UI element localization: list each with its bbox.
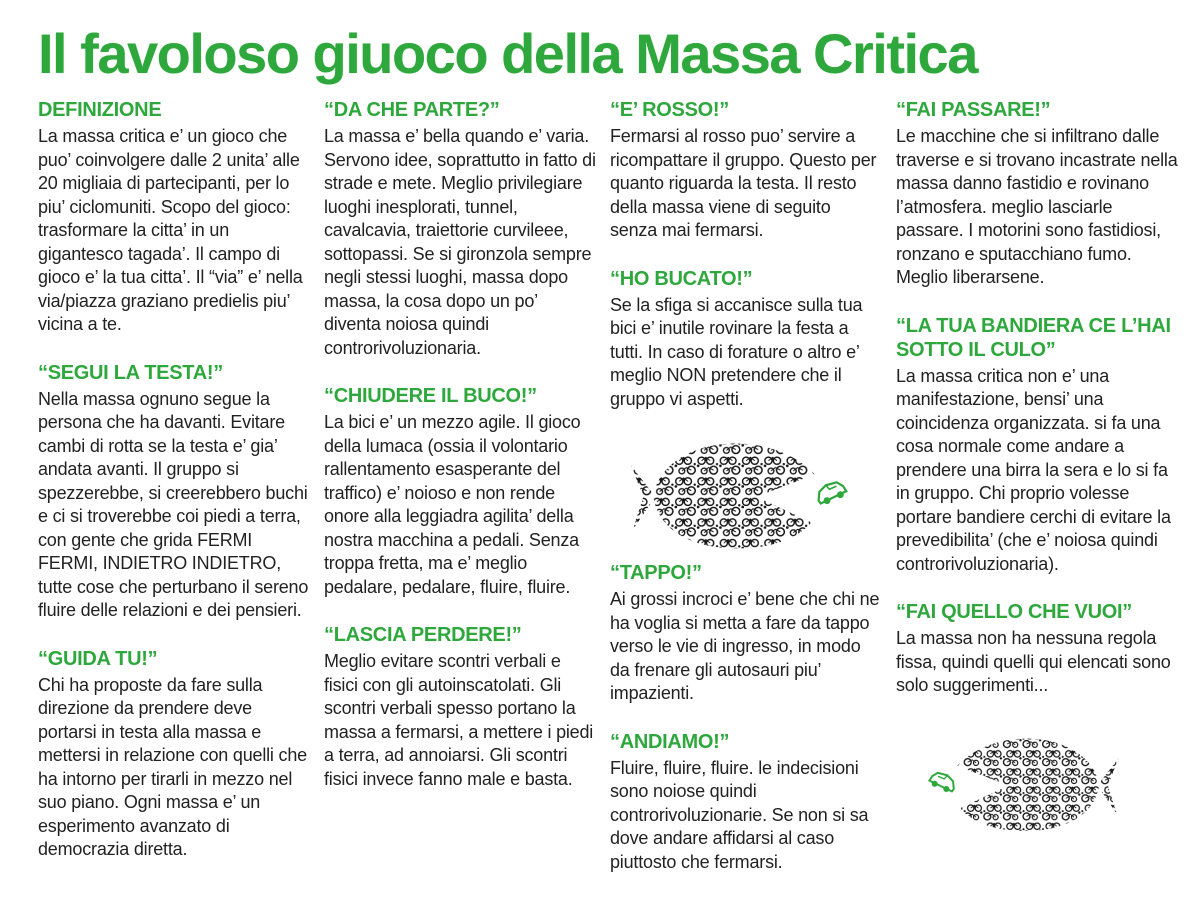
section-body: La massa e’ bella quando e’ varia. Servono idee, soprattutto in fatto di strade e mete. Meglio privilegiare luoghi inesplorati, tunnel, cavalcavia, traiettorie curvileee, sottopassi. Se si gironzola sempre negli stessi luoghi, massa dopo massa, la cosa dopo un po’ diventa noiosa quindi controrivoluzionaria.: [324, 126, 596, 358]
section-heading: “LA TUA BANDIERA CE L’HAI SOTTO IL CULO”: [896, 314, 1171, 361]
section-body: Ai grossi incroci e’ bene che chi ne ha voglia si metta a fare da tappo verso le vie di ingresso, in modo da frenare gli autosauri piu’ impazienti.: [610, 589, 880, 703]
green-car-icon: [814, 479, 848, 507]
section-body: Fluire, fluire, fluire. le indecisioni sono noiose quindi controrivoluzionarie. Se non si sa dove andare affidarsi al caso piuttosto che fermarsi.: [610, 757, 869, 872]
section-definizione: [38, 98, 310, 337]
section-heading: “SEGUI LA TESTA!”: [38, 361, 223, 384]
section-heading: “ANDIAMO!”: [610, 730, 730, 753]
section-body: La massa critica e’ un gioco che puo’ coinvolgere dalle 2 unita’ alle 20 migliaia di partecipanti, per lo piu’ ciclomuniti. Scopo del gioco: trasformare la citta’ in un gigantesco tagada’. Il campo di gioco e’ la tua citta’. Il “via” e’ nella via/piazza graziano predielis piu’ vicina a te.: [38, 126, 303, 334]
section-heading: “TAPPO!”: [610, 562, 702, 584]
columns-container: [38, 98, 1178, 898]
bicycle-fish-eating-car-left-illustration: [924, 722, 1120, 846]
section-ho-bucato: [610, 267, 882, 412]
section-da-che-parte: [324, 98, 596, 360]
section-body: Chi ha proposte da fare sulla direzione da prendere deve portarsi in testa alla massa e mettersi in relazione con quelli che ha intorno per tirarli in mezzo nel suo piano. Ogni massa e’ un esperimento avanzato di democrazia diretta.: [38, 674, 307, 859]
section-la-tua-bandiera: [896, 314, 1182, 577]
section-body: Meglio evitare scontri verbali e fisici con gli autoinscatolati. Gli scontri verbali spesso portano la massa a fermarsi, a mettere i piedi a terra, ad annoiarsi. Gli scontri fisici invece fanno male e basta.: [324, 651, 594, 789]
section-guida-tu: [38, 647, 310, 862]
section-heading: “HO BUCATO!”: [610, 267, 753, 290]
column-4: [896, 98, 1182, 846]
section-heading: “CHIUDERE IL BUCO!”: [324, 385, 537, 407]
section-heading: “FAI QUELLO CHE VUOI”: [896, 601, 1132, 623]
green-car-icon: [928, 769, 958, 794]
column-1: [38, 98, 310, 886]
section-body: Fermarsi al rosso puo’ servire a ricompattare il gruppo. Questo per quanto riguarda la testa. Il resto della massa viene di seguito senza mai fermarsi.: [610, 126, 877, 240]
section-segui-la-testa: [38, 361, 310, 623]
section-heading: “LASCIA PERDERE!”: [324, 624, 522, 646]
section-e-rosso: [610, 98, 882, 243]
section-heading: “DA CHE PARTE?”: [324, 99, 500, 121]
poster-title: Il favoloso giuoco della Massa Critica: [38, 22, 977, 85]
section-heading: “E’ ROSSO!”: [610, 99, 729, 121]
section-andiamo: [610, 730, 882, 875]
section-body: La massa critica non e’ una manifestazione, bensi’ una coincidenza organizzata. si fa una cosa normale come andare a prendere una birra la sera e lo si fa in gruppo. Chi proprio volesse portare bandiere cerchi di evitare la prevedibilita’ (che e’ noiosa quindi controrivoluzionaria).: [896, 365, 1171, 574]
section-heading: DEFINIZIONE: [38, 99, 162, 121]
section-body: La bici e’ un mezzo agile. Il gioco della lumaca (ossia il volontario rallentamento esasperante del traffico) e’ noioso e non rende onore alla leggiadra agilita’ della nostra macchina a pedali. Senza troppa fretta, ma e’ meglio pedalare, pedalare, fluire, fluire.: [324, 412, 581, 597]
section-fai-passare: [896, 98, 1182, 290]
bicycle-fish-eating-car-right-illustration: [628, 435, 854, 555]
section-heading: “GUIDA TU!”: [38, 647, 158, 670]
column-3: [610, 98, 882, 898]
section-lascia-perdere: [324, 623, 596, 791]
section-body: Nella massa ognuno segue la persona che ha davanti. Evitare cambi di rotta se la testa e’ gia’ andata avanti. Il gruppo si spezzerebbe, si creerebbero buchi e ci si troverebbe coi piedi a terra, con gente che grida FERMI FERMI, INDIETRO INDIETRO, tutte cose che perturbano il sereno fluire delle relazioni e dei pensieri.: [38, 388, 309, 620]
column-2: [324, 98, 596, 815]
section-body: Se la sfiga si accanisce sulla tua bici e’ inutile rovinare la festa a tutti. In caso di forature o altro e’ meglio NON pretendere che il gruppo vi aspetti.: [610, 294, 863, 409]
section-body: Le macchine che si infiltrano dalle traverse e si trovano incastrate nella massa danno fastidio e rovinano l’atmosfera. meglio lasciarle passare. I motorini sono fastidiosi, ronzano e sputacchiano fumo. Meglio liberarsene.: [896, 126, 1178, 287]
section-chiudere-il-buco: [324, 384, 596, 599]
section-tappo: [610, 561, 882, 706]
section-body: La massa non ha nessuna regola fissa, quindi quelli qui elencati sono solo suggerimenti...: [896, 628, 1171, 695]
section-heading: “FAI PASSARE!”: [896, 99, 1051, 121]
section-fai-quello-che-vuoi: [896, 600, 1182, 698]
